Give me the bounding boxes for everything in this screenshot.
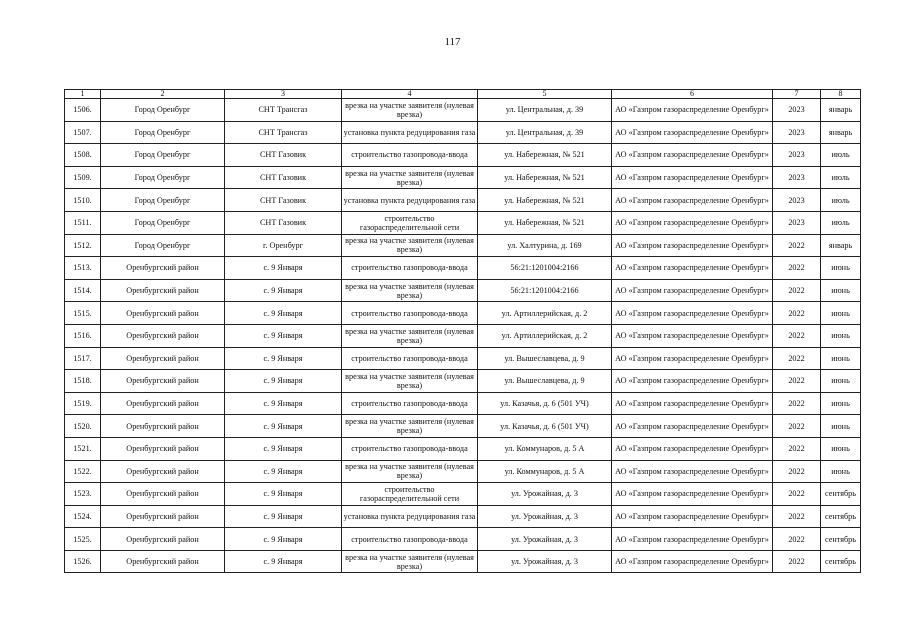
address-cell: ул. Урожайная, д. 3 (478, 550, 612, 573)
settlement-cell: с. 9 Января (225, 302, 342, 325)
table-row (65, 144, 861, 167)
district-cell: Оренбургский район (101, 302, 225, 325)
year-cell: 2022 (773, 437, 821, 460)
address-cell: ул. Центральная, д. 39 (478, 99, 612, 122)
address-cell: ул. Халтурина, д. 169 (478, 234, 612, 257)
table-row (65, 347, 861, 370)
address-cell: 56:21:1201004:2166 (478, 257, 612, 280)
row-number-cell: 1515. (65, 302, 101, 325)
address-cell: 56:21:1201004:2166 (478, 279, 612, 302)
table-row (65, 437, 861, 460)
table-row (65, 234, 861, 257)
column-number: 7 (773, 90, 821, 99)
column-number: 6 (612, 90, 773, 99)
year-cell: 2022 (773, 392, 821, 415)
address-cell: ул. Коммунаров, д. 5 А (478, 460, 612, 483)
month-cell: июль (821, 189, 861, 212)
work-type-cell: строительство газораспределительной сети (342, 483, 478, 506)
settlement-cell: с. 9 Января (225, 460, 342, 483)
address-cell: ул. Артиллерийская, д. 2 (478, 302, 612, 325)
year-cell: 2022 (773, 347, 821, 370)
month-cell: сентябрь (821, 528, 861, 551)
row-number-cell: 1520. (65, 415, 101, 438)
row-number-cell: 1510. (65, 189, 101, 212)
work-type-cell: врезка на участке заявителя (нулевая врезка) (342, 460, 478, 483)
row-number-cell: 1517. (65, 347, 101, 370)
row-number-cell: 1522. (65, 460, 101, 483)
data-table (64, 89, 861, 573)
organization-cell: АО «Газпром газораспределение Оренбург» (612, 550, 773, 573)
row-number-cell: 1524. (65, 505, 101, 528)
month-cell: июль (821, 211, 861, 234)
month-cell: январь (821, 99, 861, 122)
settlement-cell: с. 9 Января (225, 437, 342, 460)
settlement-cell: с. 9 Января (225, 528, 342, 551)
year-cell: 2022 (773, 324, 821, 347)
address-cell: ул. Коммунаров, д. 5 А (478, 437, 612, 460)
district-cell: Оренбургский район (101, 324, 225, 347)
district-cell: Оренбургский район (101, 415, 225, 438)
year-cell: 2022 (773, 257, 821, 280)
row-number-cell: 1512. (65, 234, 101, 257)
settlement-cell: с. 9 Января (225, 347, 342, 370)
organization-cell: АО «Газпром газораспределение Оренбург» (612, 460, 773, 483)
row-number-cell: 1519. (65, 392, 101, 415)
month-cell: июнь (821, 460, 861, 483)
organization-cell: АО «Газпром газораспределение Оренбург» (612, 166, 773, 189)
table-row (65, 99, 861, 122)
settlement-cell: СНТ Газовик (225, 189, 342, 212)
organization-cell: АО «Газпром газораспределение Оренбург» (612, 234, 773, 257)
organization-cell: АО «Газпром газораспределение Оренбург» (612, 302, 773, 325)
address-cell: ул. Набережная, № 521 (478, 189, 612, 212)
work-type-cell: установка пункта редуцирования газа (342, 189, 478, 212)
district-cell: Город Оренбург (101, 166, 225, 189)
settlement-cell: с. 9 Января (225, 370, 342, 393)
table-row (65, 257, 861, 280)
year-cell: 2022 (773, 302, 821, 325)
row-number-cell: 1509. (65, 166, 101, 189)
work-type-cell: строительство газопровода-ввода (342, 392, 478, 415)
work-type-cell: врезка на участке заявителя (нулевая врезка) (342, 415, 478, 438)
work-type-cell: строительство газопровода-ввода (342, 257, 478, 280)
month-cell: сентябрь (821, 550, 861, 573)
settlement-cell: СНТ Трансгаз (225, 99, 342, 122)
organization-cell: АО «Газпром газораспределение Оренбург» (612, 121, 773, 144)
address-cell: ул. Урожайная, д. 3 (478, 528, 612, 551)
organization-cell: АО «Газпром газораспределение Оренбург» (612, 437, 773, 460)
column-number: 8 (821, 90, 861, 99)
district-cell: Оренбургский район (101, 505, 225, 528)
year-cell: 2023 (773, 121, 821, 144)
table-row (65, 189, 861, 212)
address-cell: ул. Набережная, № 521 (478, 144, 612, 167)
table-row (65, 166, 861, 189)
row-number-cell: 1523. (65, 483, 101, 506)
settlement-cell: с. 9 Января (225, 324, 342, 347)
month-cell: июнь (821, 437, 861, 460)
district-cell: Оренбургский район (101, 347, 225, 370)
month-cell: январь (821, 234, 861, 257)
address-cell: ул. Казачья, д. 6 (501 УЧ) (478, 415, 612, 438)
organization-cell: АО «Газпром газораспределение Оренбург» (612, 347, 773, 370)
district-cell: Оренбургский район (101, 279, 225, 302)
district-cell: Оренбургский район (101, 257, 225, 280)
row-number-cell: 1506. (65, 99, 101, 122)
address-cell: ул. Набережная, № 521 (478, 211, 612, 234)
address-cell: ул. Вышеславцева, д. 9 (478, 347, 612, 370)
year-cell: 2023 (773, 99, 821, 122)
work-type-cell: строительство газораспределительной сети (342, 211, 478, 234)
row-number-cell: 1511. (65, 211, 101, 234)
month-cell: июнь (821, 415, 861, 438)
work-type-cell: строительство газопровода-ввода (342, 347, 478, 370)
month-cell: июнь (821, 279, 861, 302)
row-number-cell: 1516. (65, 324, 101, 347)
year-cell: 2022 (773, 279, 821, 302)
year-cell: 2023 (773, 211, 821, 234)
year-cell: 2022 (773, 505, 821, 528)
organization-cell: АО «Газпром газораспределение Оренбург» (612, 144, 773, 167)
settlement-cell: с. 9 Января (225, 483, 342, 506)
year-cell: 2022 (773, 550, 821, 573)
district-cell: Оренбургский район (101, 483, 225, 506)
work-type-cell: врезка на участке заявителя (нулевая врезка) (342, 550, 478, 573)
settlement-cell: с. 9 Января (225, 279, 342, 302)
column-number: 3 (225, 90, 342, 99)
table-row (65, 279, 861, 302)
address-cell: ул. Казачья, д. 6 (501 УЧ) (478, 392, 612, 415)
organization-cell: АО «Газпром газораспределение Оренбург» (612, 99, 773, 122)
table-row (65, 528, 861, 551)
organization-cell: АО «Газпром газораспределение Оренбург» (612, 483, 773, 506)
organization-cell: АО «Газпром газораспределение Оренбург» (612, 257, 773, 280)
table-row (65, 302, 861, 325)
address-cell: ул. Набережная, № 521 (478, 166, 612, 189)
table-row (65, 370, 861, 393)
month-cell: июнь (821, 257, 861, 280)
organization-cell: АО «Газпром газораспределение Оренбург» (612, 415, 773, 438)
year-cell: 2022 (773, 234, 821, 257)
column-number-row (65, 90, 861, 99)
row-number-cell: 1514. (65, 279, 101, 302)
district-cell: Город Оренбург (101, 189, 225, 212)
settlement-cell: с. 9 Января (225, 505, 342, 528)
settlement-cell: СНТ Газовик (225, 166, 342, 189)
row-number-cell: 1518. (65, 370, 101, 393)
settlement-cell: СНТ Газовик (225, 144, 342, 167)
district-cell: Город Оренбург (101, 144, 225, 167)
work-type-cell: установка пункта редуцирования газа (342, 121, 478, 144)
table-row (65, 324, 861, 347)
year-cell: 2023 (773, 166, 821, 189)
settlement-cell: г. Оренбург (225, 234, 342, 257)
table-row (65, 483, 861, 506)
month-cell: июль (821, 144, 861, 167)
row-number-cell: 1521. (65, 437, 101, 460)
settlement-cell: с. 9 Января (225, 257, 342, 280)
settlement-cell: СНТ Трансгаз (225, 121, 342, 144)
table-row (65, 392, 861, 415)
district-cell: Город Оренбург (101, 234, 225, 257)
settlement-cell: с. 9 Января (225, 392, 342, 415)
month-cell: июнь (821, 392, 861, 415)
address-cell: ул. Вышеславцева, д. 9 (478, 370, 612, 393)
year-cell: 2022 (773, 370, 821, 393)
table-row (65, 211, 861, 234)
column-number: 4 (342, 90, 478, 99)
district-cell: Город Оренбург (101, 121, 225, 144)
month-cell: сентябрь (821, 483, 861, 506)
column-number: 1 (65, 90, 101, 99)
column-number: 5 (478, 90, 612, 99)
organization-cell: АО «Газпром газораспределение Оренбург» (612, 528, 773, 551)
organization-cell: АО «Газпром газораспределение Оренбург» (612, 211, 773, 234)
row-number-cell: 1507. (65, 121, 101, 144)
district-cell: Оренбургский район (101, 528, 225, 551)
organization-cell: АО «Газпром газораспределение Оренбург» (612, 324, 773, 347)
row-number-cell: 1513. (65, 257, 101, 280)
month-cell: июль (821, 166, 861, 189)
table-body (65, 90, 861, 573)
district-cell: Оренбургский район (101, 392, 225, 415)
settlement-cell: СНТ Газовик (225, 211, 342, 234)
row-number-cell: 1508. (65, 144, 101, 167)
table-row (65, 550, 861, 573)
work-type-cell: врезка на участке заявителя (нулевая врезка) (342, 370, 478, 393)
organization-cell: АО «Газпром газораспределение Оренбург» (612, 189, 773, 212)
table-row (65, 415, 861, 438)
month-cell: июнь (821, 302, 861, 325)
year-cell: 2023 (773, 144, 821, 167)
year-cell: 2022 (773, 483, 821, 506)
row-number-cell: 1525. (65, 528, 101, 551)
work-type-cell: строительство газопровода-ввода (342, 302, 478, 325)
month-cell: июнь (821, 370, 861, 393)
work-type-cell: установка пункта редуцирования газа (342, 505, 478, 528)
work-type-cell: врезка на участке заявителя (нулевая врезка) (342, 166, 478, 189)
work-type-cell: строительство газопровода-ввода (342, 437, 478, 460)
work-type-cell: врезка на участке заявителя (нулевая врезка) (342, 324, 478, 347)
district-cell: Оренбургский район (101, 370, 225, 393)
year-cell: 2023 (773, 189, 821, 212)
settlement-cell: с. 9 Января (225, 415, 342, 438)
year-cell: 2022 (773, 415, 821, 438)
month-cell: июнь (821, 347, 861, 370)
address-cell: ул. Урожайная, д. 3 (478, 483, 612, 506)
work-type-cell: строительство газопровода-ввода (342, 528, 478, 551)
row-number-cell: 1526. (65, 550, 101, 573)
column-number: 2 (101, 90, 225, 99)
address-cell: ул. Центральная, д. 39 (478, 121, 612, 144)
work-type-cell: врезка на участке заявителя (нулевая врезка) (342, 234, 478, 257)
month-cell: январь (821, 121, 861, 144)
district-cell: Оренбургский район (101, 550, 225, 573)
settlement-cell: с. 9 Января (225, 550, 342, 573)
address-cell: ул. Артиллерийская, д. 2 (478, 324, 612, 347)
district-cell: Оренбургский район (101, 460, 225, 483)
work-type-cell: строительство газопровода-ввода (342, 144, 478, 167)
organization-cell: АО «Газпром газораспределение Оренбург» (612, 370, 773, 393)
address-cell: ул. Урожайная, д. 3 (478, 505, 612, 528)
table-row (65, 505, 861, 528)
year-cell: 2022 (773, 528, 821, 551)
organization-cell: АО «Газпром газораспределение Оренбург» (612, 279, 773, 302)
month-cell: сентябрь (821, 505, 861, 528)
work-type-cell: врезка на участке заявителя (нулевая врезка) (342, 279, 478, 302)
district-cell: Оренбургский район (101, 437, 225, 460)
district-cell: Город Оренбург (101, 99, 225, 122)
district-cell: Город Оренбург (101, 211, 225, 234)
month-cell: июнь (821, 324, 861, 347)
organization-cell: АО «Газпром газораспределение Оренбург» (612, 505, 773, 528)
table-row (65, 460, 861, 483)
table-row (65, 121, 861, 144)
page-number: 117 (444, 36, 461, 48)
work-type-cell: врезка на участке заявителя (нулевая врезка) (342, 99, 478, 122)
organization-cell: АО «Газпром газораспределение Оренбург» (612, 392, 773, 415)
year-cell: 2022 (773, 460, 821, 483)
